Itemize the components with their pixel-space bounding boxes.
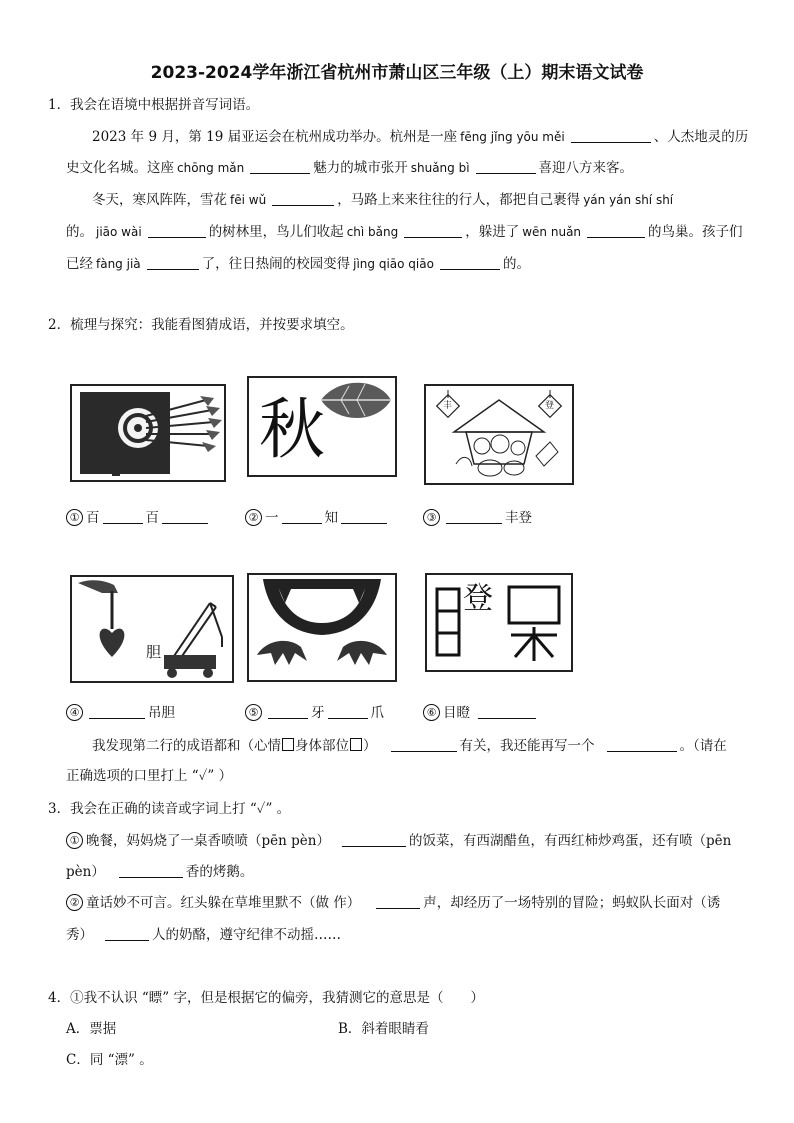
answer-blank[interactable]	[268, 704, 308, 719]
answer-blank[interactable]	[607, 737, 677, 752]
answer-blank[interactable]	[119, 863, 183, 878]
checkbox-mood[interactable]	[282, 738, 294, 751]
q1-line-2: 史文化名城。这座 chōng mǎn 魅力的城市张开 shuǎng bì 喜迎八方来客。	[66, 160, 634, 176]
checkbox-body-part[interactable]	[350, 738, 362, 751]
pinyin: wēn nuǎn	[522, 225, 582, 239]
q4-option-a[interactable]: A．票据	[66, 1021, 117, 1037]
character-dan: 胆	[146, 643, 162, 661]
answer-blank[interactable]	[147, 255, 199, 270]
picture-harvest	[424, 384, 574, 485]
crane-heart-icon	[72, 577, 232, 681]
picture-mu-deng	[425, 573, 573, 672]
answer-blank[interactable]	[571, 128, 651, 143]
q2-answers-row-1b: ② 一 知	[245, 508, 390, 528]
pinyin: chōng mǎn	[177, 161, 245, 175]
target-arrows-icon	[72, 386, 224, 480]
answer-blank[interactable]	[391, 737, 457, 752]
q2-answers-row-1: ① 百 百	[66, 508, 211, 528]
answer-blank[interactable]	[476, 159, 536, 174]
page-title: 2023-2024学年浙江省杭州市萧山区三年级（上）期末语文试卷	[150, 63, 644, 83]
pinyin: fēi wǔ	[230, 193, 267, 207]
pinyin: fēng jǐng yōu měi	[460, 130, 565, 144]
q3-item-2-line-1: ② 童话妙不可言。红头躲在草堆里默不（做 作） 声，却经历了一场特别的冒险；蚂蚁队长面对（诱	[66, 893, 720, 913]
pinyin: jiāo wài	[96, 225, 142, 239]
lantern-char-left: 丰	[443, 401, 453, 411]
q1-line-3: 冬天，寒风阵阵，雪花 fēi wǔ ，马路上来来往往的行人，都把自己裹得 yán yán shí shí	[92, 192, 674, 208]
pinyin: fàng jià	[96, 257, 141, 271]
answer-blank[interactable]	[162, 509, 208, 524]
character-qiu: 秋	[259, 391, 325, 468]
q2-answers-row-2: ④ 吊胆	[66, 703, 175, 723]
q2-answers-row-1c: ③ 丰登	[423, 508, 532, 528]
answer-blank[interactable]	[105, 926, 149, 941]
q1-heading: 1．我会在语境中根据拼音写词语。	[48, 97, 260, 113]
answer-blank[interactable]	[250, 159, 310, 174]
answer-blank[interactable]	[478, 704, 536, 719]
answer-blank[interactable]	[440, 255, 500, 270]
character-deng: 登	[463, 581, 493, 616]
pinyin: jìng qiāo qiāo	[353, 257, 434, 271]
lantern-char-right: 登	[545, 401, 555, 411]
q2-note-line-1: 我发现第二行的成语都和（心情 身体部位 ） 有关，我还能再写一个 。（请在	[92, 738, 727, 754]
teeth-claws-icon	[249, 575, 395, 680]
answer-blank[interactable]	[103, 509, 143, 524]
q4-option-b[interactable]: B．斜着眼睛看	[338, 1021, 429, 1037]
pinyin: yán yán shí shí	[583, 193, 674, 207]
q1-line-4: 的。 jiāo wài 的树林里，鸟儿们收起 chì bǎng ，躲进了 wēn nuǎn 的鸟巢。孩子们	[66, 224, 743, 240]
picture-teeth-claws	[247, 573, 397, 682]
q1-line-5: 已经 fàng jià 了，往日热闹的校园变得 jìng qiāo qiāo 的。	[66, 256, 530, 272]
q1-line-1: 2023 年 9 月，第 19 届亚运会在杭州成功举办。杭州是一座 fēng jǐng yōu měi 、人杰地灵的历	[92, 129, 749, 145]
picture-autumn-leaf	[247, 376, 397, 477]
pinyin: chì bǎng	[346, 225, 399, 239]
picture-crane-heart	[70, 575, 234, 683]
pinyin: shuǎng bì	[410, 161, 470, 175]
answer-blank[interactable]	[328, 704, 368, 719]
answer-blank[interactable]	[587, 223, 645, 238]
eye-mouth-icon	[427, 575, 571, 670]
q2-answers-row-2c: ⑥ 目瞪	[423, 703, 539, 723]
answer-blank[interactable]	[404, 223, 462, 238]
q4-heading: 4．①我不认识 “瞟” 字，但是根据它的偏旁，我猜测它的意思是（ ）	[48, 990, 484, 1006]
answer-blank[interactable]	[446, 509, 502, 524]
q3-item-1-line-2: pèn） 香的烤鹅。	[66, 864, 254, 880]
answer-blank[interactable]	[89, 704, 145, 719]
answer-blank[interactable]	[376, 894, 420, 909]
answer-blank[interactable]	[282, 509, 322, 524]
q3-item-1-line-1: ① 晚餐，妈妈烧了一桌香喷喷（pēn pèn） 的饭菜，有西湖醋鱼，有西红柿炒鸡蛋，还有喷（pēn	[66, 831, 731, 851]
answer-blank[interactable]	[342, 832, 406, 847]
q2-note-line-2: 正确选项的口里打上 “✓” ）	[66, 768, 233, 784]
q3-item-2-line-2: 秀） 人的奶酪，遵守纪律不动摇……	[66, 927, 341, 943]
q2-answers-row-2b: ⑤ 牙 爪	[245, 703, 384, 723]
answer-blank[interactable]	[341, 509, 387, 524]
answer-blank[interactable]	[272, 191, 334, 206]
q3-heading: 3．我会在正确的读音或字词上打 “✓” 。	[48, 801, 291, 817]
q2-heading: 2．梳理与探究：我能看图猜成语，并按要求填空。	[48, 317, 354, 333]
q4-option-c[interactable]: C．同 “漂” 。	[66, 1052, 153, 1068]
answer-blank[interactable]	[148, 223, 206, 238]
leaf-icon	[317, 378, 395, 432]
picture-target-arrows	[70, 384, 226, 482]
